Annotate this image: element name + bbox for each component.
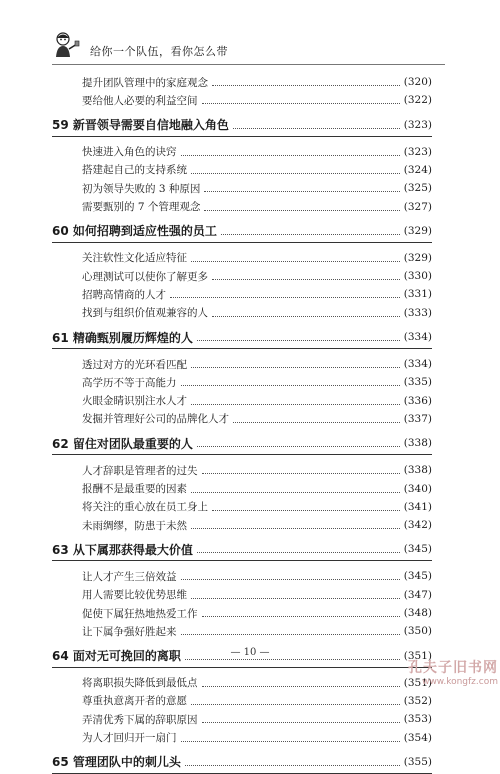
toc-section-title: 将离职损失降低到最低点: [82, 677, 198, 690]
toc-section-row: [82, 73, 432, 91]
toc-section-row: [82, 410, 432, 428]
toc-section-title: 用人需要比较优势思维: [82, 589, 187, 602]
toc-page-number: (354): [403, 731, 432, 744]
dot-leader: [212, 315, 400, 317]
dot-leader: [191, 597, 400, 599]
toc-page-number: (338): [403, 464, 432, 477]
toc-page-number: (340): [403, 482, 432, 495]
dot-leader: [181, 740, 400, 742]
toc-page-number: (348): [403, 607, 432, 619]
dot-leader: [191, 366, 400, 368]
toc-chapter-title: 64 面对无可挽回的离职: [52, 649, 181, 664]
toc-chapter-row: [52, 115, 432, 135]
toc-page-number: (338): [403, 437, 432, 450]
toc-page-number: (327): [403, 200, 432, 213]
toc-section-title: 报酬不是最重要的因素: [82, 483, 187, 495]
watermark-title: 孔夫子旧书网: [408, 660, 498, 676]
toc-chapter-title: 65 管理团队中的刺儿头: [52, 755, 181, 770]
toc-section-row: [82, 285, 432, 303]
toc-section-row: [82, 267, 432, 285]
chapter-underline: [52, 348, 432, 349]
dot-leader: [197, 551, 400, 553]
dot-leader: [202, 615, 400, 617]
toc-page-number: (323): [403, 118, 432, 131]
toc-section-row: [82, 674, 432, 692]
toc-page-number: (352): [403, 694, 432, 707]
toc-page-number: (325): [403, 182, 432, 195]
toc-section-row: [82, 373, 432, 391]
toc-section-row: [82, 692, 432, 710]
toc-page-number: (341): [403, 500, 432, 513]
dot-leader: [191, 527, 400, 529]
toc-section-row: [82, 586, 432, 604]
toc-section-title: 关注软性文化适应特征: [82, 252, 187, 265]
dot-leader: [197, 445, 400, 447]
toc-chapter-title: 61 精确甄别履历辉煌的人: [52, 330, 193, 345]
toc-section-title: 需要甄别的 7 个管理观念: [82, 201, 201, 213]
toc-page-number: (320): [403, 76, 432, 88]
toc-section-title: 初为领导失败的 3 种原因: [82, 182, 201, 195]
toc-chapter-row: [52, 327, 432, 347]
toc-section-title: 火眼金睛识别注水人才: [82, 395, 187, 408]
toc-section-title: 心理测试可以使你了解更多: [82, 270, 208, 283]
dot-leader: [191, 491, 400, 493]
toc-section-title: 高学历不等于高能力: [82, 376, 177, 389]
toc-section-title: 找到与组织价值观兼容的人: [82, 307, 208, 320]
toc-page-number: (353): [403, 713, 432, 726]
toc-page-number: (342): [403, 519, 432, 532]
toc-section-row: [82, 516, 432, 534]
dot-leader: [212, 278, 400, 280]
toc-section-row: [82, 91, 432, 109]
dot-leader: [202, 472, 400, 474]
toc-page-number: (334): [403, 358, 432, 370]
toc-section-row: [82, 355, 432, 373]
toc-section-title: 促使下属狂热地热爱工作: [82, 607, 198, 620]
dot-leader: [181, 154, 400, 156]
toc-page-number: (336): [403, 394, 432, 407]
dot-leader: [191, 703, 400, 705]
toc-page-number: (322): [403, 94, 432, 107]
dot-leader: [191, 172, 400, 174]
toc-section-row: [82, 249, 432, 267]
toc-page-number: (351): [403, 649, 432, 662]
toc-chapter-row: [52, 752, 432, 772]
header-divider: [52, 64, 445, 65]
page-number: — 10 —: [230, 647, 270, 658]
toc-page-number: (345): [403, 543, 432, 556]
dot-leader: [233, 421, 400, 423]
toc-section-title: 人才辞职是管理者的过失: [82, 464, 198, 477]
toc-section-title: 将关注的重心放在员工身上: [82, 501, 208, 514]
toc-section-row: [82, 392, 432, 410]
toc-section-title: 让下属争强好胜起来: [82, 625, 177, 638]
toc-section-row: [82, 198, 432, 216]
dot-leader: [204, 209, 399, 211]
toc-page-number: (334): [403, 331, 432, 343]
toc-section-title: 要给他人必要的利益空间: [82, 94, 198, 107]
toc-page-number: (351): [403, 676, 432, 689]
dot-leader: [202, 102, 400, 104]
dot-leader: [181, 578, 400, 580]
toc-section-row: [82, 710, 432, 728]
toc-page-number: (350): [403, 625, 432, 638]
toc-page-number: (335): [403, 376, 432, 389]
toc-section-title: 发掘并管理好公司的品牌化人才: [82, 413, 229, 426]
dot-leader: [212, 509, 400, 511]
dot-leader: [191, 403, 400, 405]
toc-page-number: (329): [403, 251, 432, 264]
toc-section-row: [82, 498, 432, 516]
toc-section-title: 透过对方的光环看匹配: [82, 358, 187, 371]
chapter-underline: [52, 560, 432, 561]
dot-leader: [197, 339, 400, 341]
toc-chapter-row: [52, 539, 432, 559]
toc-section-row: [82, 179, 432, 197]
toc-page-number: (355): [403, 755, 432, 768]
chapter-underline: [52, 667, 432, 668]
toc-chapter-title: 59 新晋领导需要自信地融入角色: [52, 118, 229, 133]
toc-section-row: [82, 161, 432, 179]
toc-section-title: 尊重执意离开者的意愿: [82, 695, 187, 708]
toc-section-title: 未雨绸缪，防患于未然: [82, 519, 187, 532]
toc-chapter-title: 62 留住对团队最重要的人: [52, 436, 193, 451]
toc-section-row: [82, 480, 432, 498]
toc-section-title: 提升团队管理中的家庭观念: [82, 76, 208, 89]
cartoon-figure-icon: [52, 30, 80, 58]
dot-leader: [212, 84, 400, 86]
toc-section-row: [82, 143, 432, 161]
page-header: [0, 0, 500, 64]
toc-chapter-title: 63 从下属那获得最大价值: [52, 542, 193, 557]
dot-leader: [181, 633, 400, 635]
toc-section-row: [82, 729, 432, 747]
toc-section-title: 让人才产生三倍效益: [82, 570, 177, 583]
chapter-underline: [52, 242, 432, 243]
toc-page-number: (323): [403, 145, 432, 158]
toc-page-number: (345): [403, 570, 432, 583]
toc-page-number: (331): [403, 288, 432, 301]
toc-chapter-row: [52, 433, 432, 453]
toc-section-row: [82, 622, 432, 640]
dot-leader: [191, 260, 400, 262]
toc-chapter-row: [52, 221, 432, 241]
toc-page-number: (337): [403, 412, 432, 425]
watermark-url: www.kongfz.com: [422, 677, 498, 687]
watermark: [388, 657, 498, 691]
toc-section-row: [82, 604, 432, 622]
toc-chapter-title: 60 如何招聘到适应性强的员工: [52, 224, 217, 239]
dot-leader: [170, 296, 400, 298]
dot-leader: [185, 764, 400, 766]
toc-section-row: [82, 304, 432, 322]
toc-section-title: 搭建起自己的支持系统: [82, 164, 187, 177]
toc-section-title: 弄清优秀下属的辞职原因: [82, 713, 198, 726]
dot-leader: [204, 190, 399, 192]
toc-section-title: 快速进入角色的诀窍: [82, 146, 177, 159]
toc-section-row: [82, 567, 432, 585]
book-title: 给你一个队伍，看你怎么带: [90, 45, 228, 58]
toc-page-number: (324): [403, 163, 432, 176]
toc-page-number: (347): [403, 588, 432, 601]
toc-section-title: 为人才回归开一扇门: [82, 732, 177, 744]
toc-page-number: (333): [403, 306, 432, 319]
toc-section-row: [82, 461, 432, 479]
toc-page-number: (329): [403, 224, 432, 237]
toc-page-number: (330): [403, 270, 432, 283]
dot-leader: [221, 233, 400, 235]
chapter-underline: [52, 136, 432, 137]
chapter-underline: [52, 454, 432, 455]
dot-leader: [202, 721, 400, 723]
dot-leader: [181, 384, 400, 386]
dot-leader: [202, 685, 400, 687]
dot-leader: [233, 127, 400, 129]
toc-section-title: 招聘高情商的人才: [82, 288, 166, 301]
